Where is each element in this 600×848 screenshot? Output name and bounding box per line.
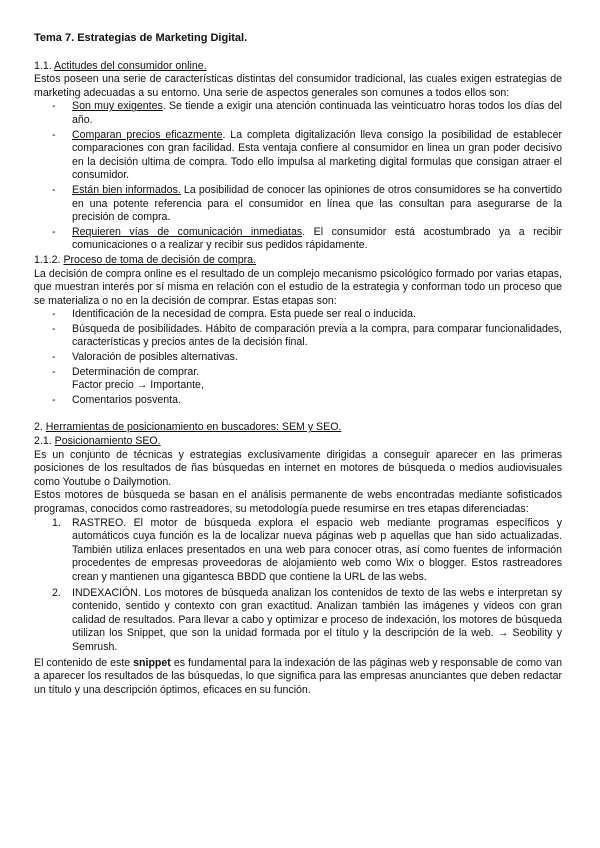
- item-text: . El consumidor está acostumbrado ya a recibir comunicaciones o a realizar y recibir sus pedidos rápidamente.: [72, 225, 562, 252]
- section-title: Posicionamiento SEO.: [54, 435, 161, 448]
- list-item: - Comentarios posventa.: [72, 394, 562, 408]
- section-2-heading: [34, 421, 562, 435]
- item-text: . La completa digitalización lleva consigo la posibilidad de establecer comparaciones con gran facilidad. Esta ventaja confiere al consumidor en linea un gran poder decisivo en la decisión ultima de compra. Todo ello impulsa al marketing digital formulas que consigan atraer el consumidor.: [72, 128, 562, 182]
- section-1-1-intro: Estos poseen una serie de características distintas del consumidor tradicional, las cuales exigen estrategias de marketing adecuadas a su entorno. Una serie de aspectos generales son comunes a todos ellos son:: [34, 73, 562, 99]
- consumer-attitudes-list: [34, 100, 562, 253]
- item-text: La posibilidad de conocer las opiniones de otros consumidores se ha convertido en una potente referencia para el consumidor en línea que las consultan para asegurarse de la precisión de compra.: [72, 183, 562, 224]
- list-item: - Identificación de la necesidad de compra. Esta puede ser real o inducida.: [72, 308, 562, 322]
- text-run: El contenido de este: [34, 656, 134, 669]
- seo-paragraph-1: Es un conjunto de técnicas y estrategias exclusivamente dirigidas a conseguir aparecer en las primeras posiciones de los resultados de ñas búsquedas en internet en motores de búsqueda o medios audiovisuales como Youtube o Dailymotion.: [34, 448, 562, 488]
- document-page: [34, 32, 562, 697]
- document-title: Tema 7. Estrategias de Marketing Digital.: [34, 32, 248, 44]
- purchase-stages-list: [34, 308, 562, 407]
- seo-stages-list: [34, 517, 562, 655]
- section-number: 1.1.2.: [34, 253, 64, 266]
- section-number: 1.1.: [34, 59, 55, 72]
- item-number: 2.: [52, 586, 61, 599]
- section-title: Herramientas de posicionamiento en buscadores: SEM y SEO.: [45, 421, 342, 434]
- item-lead: Comparan precios eficazmente: [72, 128, 223, 141]
- item-number: 1.: [52, 516, 61, 529]
- spacer: [34, 408, 562, 421]
- item-text: INDEXACIÓN. Los motores de búsqueda analizan los contenidos de texto de las webs e interpretan sy contenido, sentido y contexto con gran exactitud. Analizan también las imágenes y videos con gran calidad de resultados. Para llevar a cabo y optimizar e proceso de indexación, los motores de búsqueda utilizan los Snippet, que son la unidad formada por el título y la descripción de la web. → Seobility y Semrush.: [72, 586, 562, 653]
- section-title: Proceso de toma de decisión de compra.: [63, 253, 257, 266]
- text-run: es fundamental para la indexación de las páginas web y responsable de como van a aparecer los resultados de las búsquedas, lo que significa para las empresas anunciantes que deben redactar un título y una descripción óptimos, eficaces en su función.: [34, 656, 562, 696]
- section-2-1-heading: [34, 435, 562, 449]
- item-text: . Se tiende a exigir una atención continuada las veinticuatro horas todos los días del año.: [72, 100, 562, 126]
- item-text: RASTREO. El motor de búsqueda explora el espacio web mediante programas específicos y automáticos cuya función es la de localizar nueva páginas web p aquellas que han sido actualizadas. También utiliza enlaces presentados en una web para conocer otras, así como fuentes de información procedentes de empresas proveedoras de alojamiento web como Wix o blogger. Estos rastreadores crean y mantienen una gigantesca BBDD que contiene la URL de las webs.: [72, 516, 562, 583]
- list-item: - Búsqueda de posibilidades. Hábito de comparación previa a la compra, para comparar funcionalidades, características y precios antes de la decisión final.: [72, 323, 562, 350]
- item-lead: Están bien informados.: [72, 183, 181, 196]
- item-lead: Son muy exigentes: [72, 100, 163, 113]
- snippet-term: snippet: [133, 656, 171, 669]
- section-title: Actitudes del consumidor online.: [54, 59, 207, 72]
- section-number: 2.: [34, 421, 46, 434]
- list-item: - Valoración de posibles alternativas.: [72, 351, 562, 365]
- seo-closing-paragraph: [34, 657, 562, 698]
- section-number: 2.1.: [34, 435, 55, 448]
- item-text: Determinación de comprar.: [72, 365, 200, 378]
- section-1-1-2-heading: [34, 254, 562, 268]
- section-1-1-heading: [34, 60, 562, 74]
- section-1-1-2-intro: La decisión de compra online es el resultado de un complejo mecanismo psicológico formado por varias etapas, que muestran interés por sí misma en relación con el estudio de la estrategia y conforman todo un proceso que se materializa o no en la decisión de comprar. Estas etapas son:: [34, 267, 562, 307]
- list-item: [72, 100, 562, 127]
- list-item: [52, 586, 562, 655]
- list-item: [72, 184, 562, 225]
- list-item: [72, 366, 562, 393]
- list-item: [72, 226, 562, 253]
- list-item: [72, 129, 562, 183]
- item-subline: Factor precio → Importante,: [72, 379, 204, 392]
- seo-paragraph-2: Estos motores de búsqueda se basan en el análisis permanente de webs encontradas mediante sofisticados programas, conocidos como rastreadores, su metodología puede resumirse en tres etapas diferenciadas:: [34, 489, 562, 515]
- list-item: [52, 516, 562, 585]
- item-lead: Requieren vías de comunicación inmediatas: [72, 225, 303, 238]
